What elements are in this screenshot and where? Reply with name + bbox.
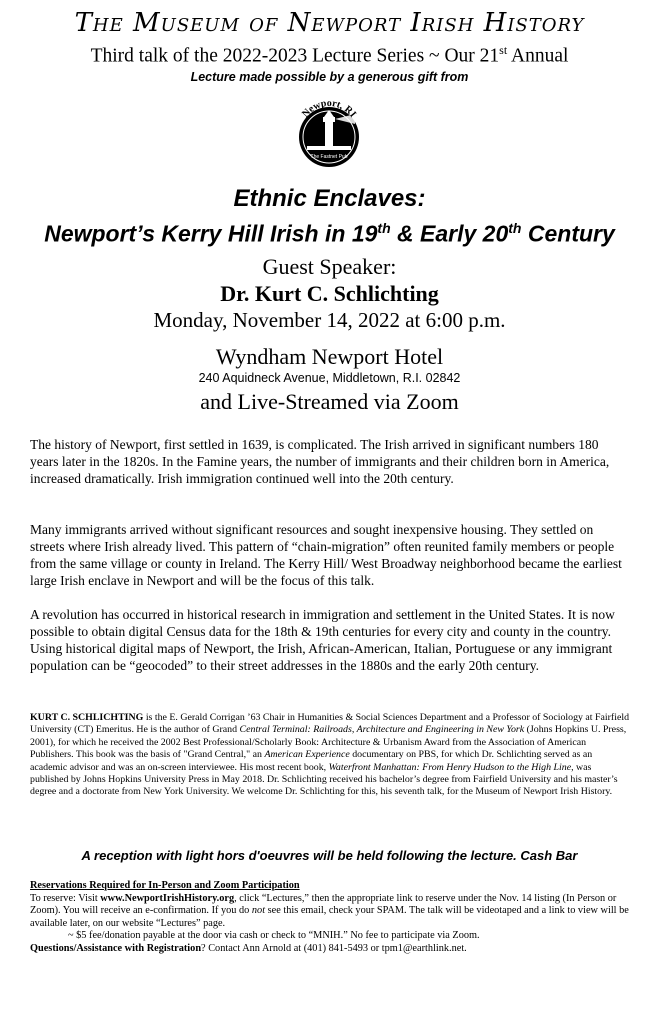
speaker-bio: KURT C. SCHLICHTING is the E. Gerald Corrigan ’63 Chair in Humanities & Social Sciences Department and a Professor of Sociology at Fairfield University (CT) Emeritus. He is the author of Grand Central Terminal: Railroads, Architecture and Engineering in New York (Johns Hopkins U. Press, 2001), for which he received the 2002 Best Professional/Scholarly Book: Architecture & Urbanism Award from the Association of American Publishers. This book was the basis of "Grand Central," an American Experience documentary on PBS, for which Dr. Schlichting served as an academic advisor and was an on-screen interviewee. His most recent book, Waterfront Manhattan: From Henry Hudson to the High Line, was published by Johns Hopkins University Press in May 2018. Dr. Schlichting received his bachelor’s degree from Fairfield University and his master’s degree and a doctorate from New York University. We welcome Dr. Schlichting for this, his seventh talk, for the Museum of Newport Irish History. <box>30 712 630 798</box>
reservations-heading: Reservations Required for In-Person and Zoom Participation <box>30 880 300 891</box>
website-link[interactable]: www.NewportIrishHistory.org <box>100 892 235 904</box>
speaker-name: Dr. Kurt C. Schlichting <box>220 281 439 306</box>
paragraph-chain-migration: Many immigrants arrived without significant resources and sought inexpensive housing. They settled on streets where Irish already lived. This pattern of “chain-migration” often reunited family members or people from the same village or county in Ireland. The Kerry Hill/ West Broadway neighborhood became the earliest large Irish enclave in Newport and will be the focus of this talk. <box>30 522 622 588</box>
fastnet-pub-logo <box>287 92 371 176</box>
talk-title-line-2: Newport’s Kerry Hill Irish in 19th & Early 20th Century <box>44 220 615 247</box>
venue-address: 240 Aquidneck Avenue, Middletown, R.I. 02842 <box>198 371 461 385</box>
reservations-section <box>30 880 640 956</box>
paragraph-research: A revolution has occurred in historical research in immigration and settlement in the United States. It is now possible to obtain digital Census data for the 18th & 19th centuries for every city and county in the country. Using historical digital maps of Newport, the Irish, African-American, Italian, Portuguese or any immigrant population can be “geocoded” to their street addresses in the 1880s and the early 20th century. <box>30 607 615 673</box>
livestream-line: and Live-Streamed via Zoom <box>200 389 459 414</box>
guest-speaker-label: Guest Speaker: <box>262 254 397 279</box>
reception-note: A reception with light hors d'oeuvres will be held following the lecture. Cash Bar <box>81 848 578 863</box>
museum-name: The Museum of Newport Irish History <box>74 8 585 38</box>
questions-line: Questions/Assistance with Registration? Contact Ann Arnold at (401) 841-5493 or tpm1@earthlink.net. <box>30 942 467 954</box>
event-datetime: Monday, November 14, 2022 at 6:00 p.m. <box>153 308 506 332</box>
paragraph-history: The history of Newport, first settled in 1639, is complicated. The Irish arrived in significant numbers 180 years later in the 1820s. In the Famine years, the number of immigrants and their children born in America, increased dramatically. Irish immigration continued well into the 20th century. <box>30 437 610 486</box>
logo-arc-text: Newport, RI <box>300 97 359 120</box>
logo-bottom-text: The Fastnet Pub <box>310 154 348 160</box>
lecture-series-line: Third talk of the 2022-2023 Lecture Series ~ Our 21st Annual <box>90 43 569 67</box>
gift-line: Lecture made possible by a generous gift from <box>190 70 469 84</box>
talk-title-line-1: Ethnic Enclaves: <box>233 185 426 212</box>
fee-note: ~ $5 fee/donation payable at the door via cash or check to “MNIH.” No fee to participate via Zoom. <box>68 930 480 942</box>
venue-name: Wyndham Newport Hotel <box>215 344 444 369</box>
reservations-instructions: To reserve: Visit www.NewportIrishHistory.org, click “Lectures,” then the appropriate link to reserve under the Nov. 14 listing (In Person or Zoom). You will receive an e-confirmation. If you do not see this email, check your SPAM. The talk will be videotaped and a link to view will be available later, on our website “Lectures” page. <box>30 892 629 929</box>
